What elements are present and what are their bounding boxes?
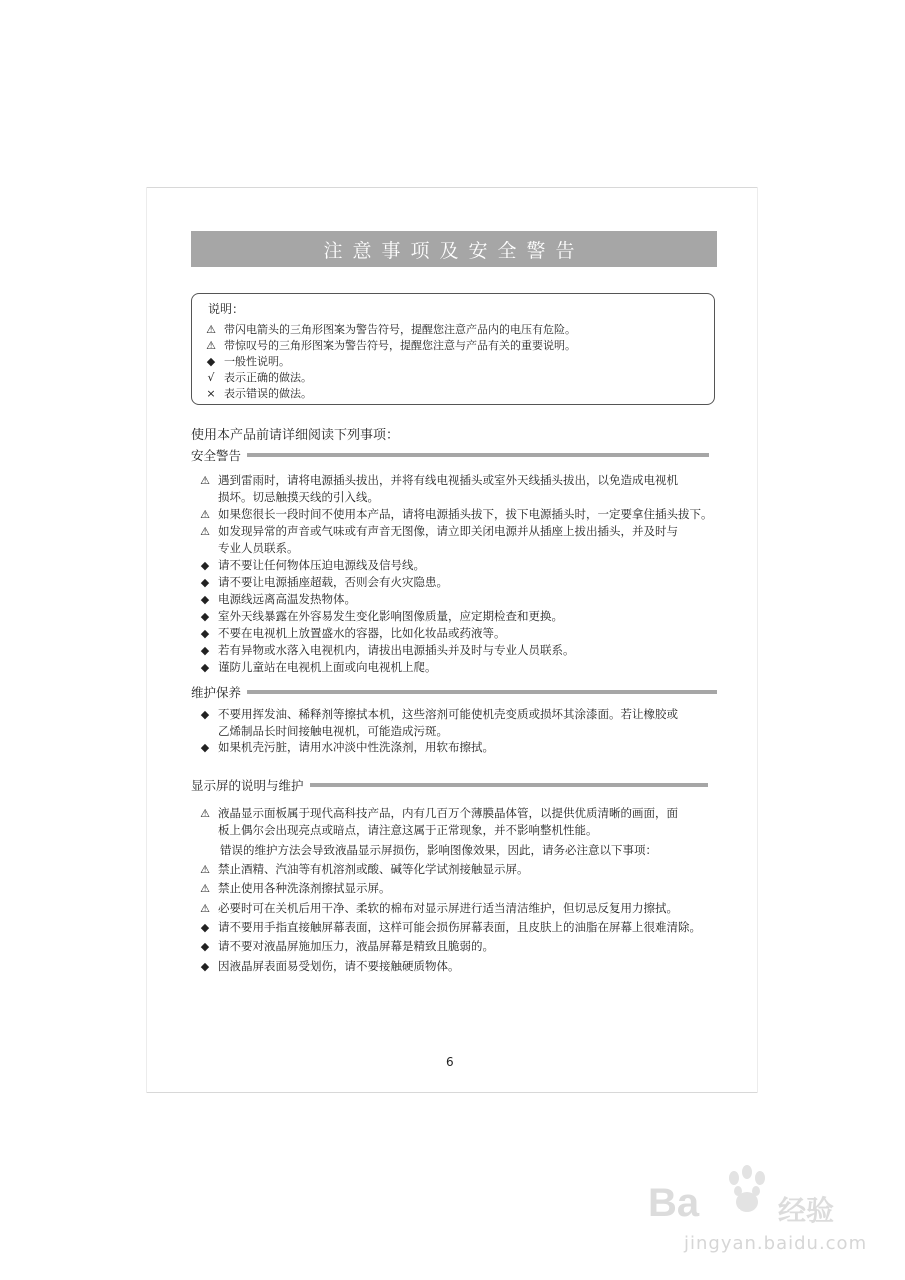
diamond-bullet-icon: ◆ [200, 741, 210, 754]
item-text: 请不要让电源插座超载，否则会有火灾隐患。 [218, 575, 448, 589]
legend-heading: 说明： [208, 302, 245, 316]
diamond-bullet-icon: ◆ [200, 576, 210, 589]
section-heading-safety [191, 446, 709, 464]
section-heading-text: 显示屏的说明与维护 [191, 778, 304, 793]
legend-text: 表示错误的做法。 [224, 387, 312, 400]
svg-text:经验: 经验 [778, 1195, 835, 1226]
diamond-bullet-icon: ◆ [200, 627, 210, 640]
legend-row [204, 321, 576, 337]
intro-text: 使用本产品前请详细阅读下列事项： [191, 428, 400, 443]
item-text: 必要时可在关机后用干净、柔软的棉布对显示屏进行适当清洁维护，但切忌反复用力擦拭。 [218, 901, 678, 915]
heading-rule [247, 453, 709, 457]
item-text-continued: 专业人员联系。 [218, 541, 299, 555]
diamond-bullet-icon: ◆ [200, 644, 210, 657]
section-heading-text: 安全警告 [191, 448, 242, 463]
legend-text: 带惊叹号的三角形图案为警告符号，提醒您注意与产品有关的重要说明。 [224, 339, 576, 352]
legend-row [204, 353, 290, 369]
item-text-continued: 损坏。切忌触摸天线的引入线。 [218, 490, 379, 504]
legend-text: 表示正确的做法。 [224, 371, 312, 384]
heading-rule [247, 690, 717, 694]
warning-icon: ⚠ [200, 902, 210, 915]
frame-left-border [146, 187, 147, 1093]
legend-text: 一般性说明。 [224, 355, 290, 368]
diamond-bullet-icon: ◆ [200, 960, 210, 973]
item-text: 不要用挥发油、稀释剂等擦拭本机，这些溶剂可能使机壳变质或损坏其涂漆面。若让橡胶或 [218, 707, 678, 721]
page-number: 6 [446, 1055, 454, 1069]
item-text: 遇到雷雨时，请将电源插头拔出，并将有线电视插头或室外天线插头拔出，以免造成电视机 [218, 473, 678, 487]
diamond-bullet-icon: ◆ [206, 354, 216, 368]
warning-icon: ⚠ [206, 322, 216, 336]
display-care-note: 错误的维护方法会导致液晶显示屏损伤，影响图像效果，因此，请务必注意以下事项： [220, 843, 657, 857]
item-text: 液晶显示面板属于现代高科技产品，内有几百万个薄膜晶体管，以提供优质清晰的画面，面 [218, 806, 678, 820]
item-text: 因液晶屏表面易受划伤，请不要接触硬质物体。 [218, 959, 460, 973]
warning-icon: ⚠ [200, 474, 210, 487]
section-heading-maintenance [191, 683, 717, 701]
diamond-bullet-icon: ◆ [200, 661, 210, 674]
item-text-continued: 乙烯制品长时间接触电视机，可能造成污斑。 [218, 724, 448, 738]
cross-icon: × [206, 386, 216, 400]
svg-text:du: du [726, 1204, 758, 1234]
legend-row [204, 369, 312, 385]
section-heading-text: 维护保养 [191, 685, 242, 700]
warning-icon: ⚠ [200, 525, 210, 538]
item-text: 禁止酒精、汽油等有机溶剂或酸、碱等化学试剂接触显示屏。 [218, 862, 529, 876]
warning-icon: ⚠ [200, 863, 210, 876]
diamond-bullet-icon: ◆ [200, 593, 210, 606]
item-text: 电源线远离高温发热物体。 [218, 592, 356, 606]
item-text: 禁止使用各种洗涤剂擦拭显示屏。 [218, 881, 391, 895]
diamond-bullet-icon: ◆ [200, 559, 210, 572]
item-text: 室外天线暴露在外容易发生变化影响图像质量，应定期检查和更换。 [218, 609, 563, 623]
frame-bottom-border [146, 1092, 758, 1093]
warning-icon: ⚠ [206, 338, 216, 352]
legend-box [191, 293, 715, 405]
warning-icon: ⚠ [200, 882, 210, 895]
diamond-bullet-icon: ◆ [200, 921, 210, 934]
frame-top-border [146, 187, 758, 188]
heading-rule [310, 783, 708, 787]
diamond-bullet-icon: ◆ [200, 610, 210, 623]
page-title: 注意事项及安全警告 [191, 231, 717, 267]
item-text: 请不要对液晶屏施加压力，液晶屏幕是精致且脆弱的。 [218, 939, 494, 953]
item-text: 如发现异常的声音或气味或有声音无图像，请立即关闭电源并从插座上拔出插头，并及时与 [218, 524, 678, 538]
warning-icon: ⚠ [200, 807, 210, 820]
item-text: 如果您很长一段时间不使用本产品，请将电源插头拔下，拔下电源插头时，一定要拿住插头拔下。 [218, 507, 713, 521]
legend-text: 带闪电箭头的三角形图案为警告符号，提醒您注意产品内的电压有危险。 [224, 323, 576, 336]
section-heading-display [191, 776, 708, 794]
legend-row [204, 337, 576, 353]
diamond-bullet-icon: ◆ [200, 940, 210, 953]
item-text: 如果机壳污脏，请用水冲淡中性洗涤剂，用软布擦拭。 [218, 740, 494, 754]
item-text: 若有异物或水落入电视机内，请拔出电源插头并及时与专业人员联系。 [218, 643, 575, 657]
frame-right-border [757, 187, 758, 1093]
diamond-bullet-icon: ◆ [200, 708, 210, 721]
item-text: 请不要让任何物体压迫电源线及信号线。 [218, 558, 425, 572]
item-text: 谨防儿童站在电视机上面或向电视机上爬。 [218, 660, 437, 674]
item-text: 不要在电视机上放置盛水的容器，比如化妆品或药液等。 [218, 626, 506, 640]
warning-icon: ⚠ [200, 508, 210, 521]
legend-row [204, 385, 312, 401]
svg-text:Ba: Ba [648, 1181, 700, 1225]
item-text: 请不要用手指直接触屏幕表面，这样可能会损伤屏幕表面，且皮肤上的油脂在屏幕上很难清除。 [218, 920, 701, 934]
baidu-watermark-logo [648, 1158, 848, 1238]
watermark-url: jingyan.baidu.com [684, 1233, 868, 1254]
check-icon: √ [207, 370, 215, 384]
item-text-continued: 板上偶尔会出现亮点或暗点，请注意这属于正常现象，并不影响整机性能。 [218, 823, 598, 837]
